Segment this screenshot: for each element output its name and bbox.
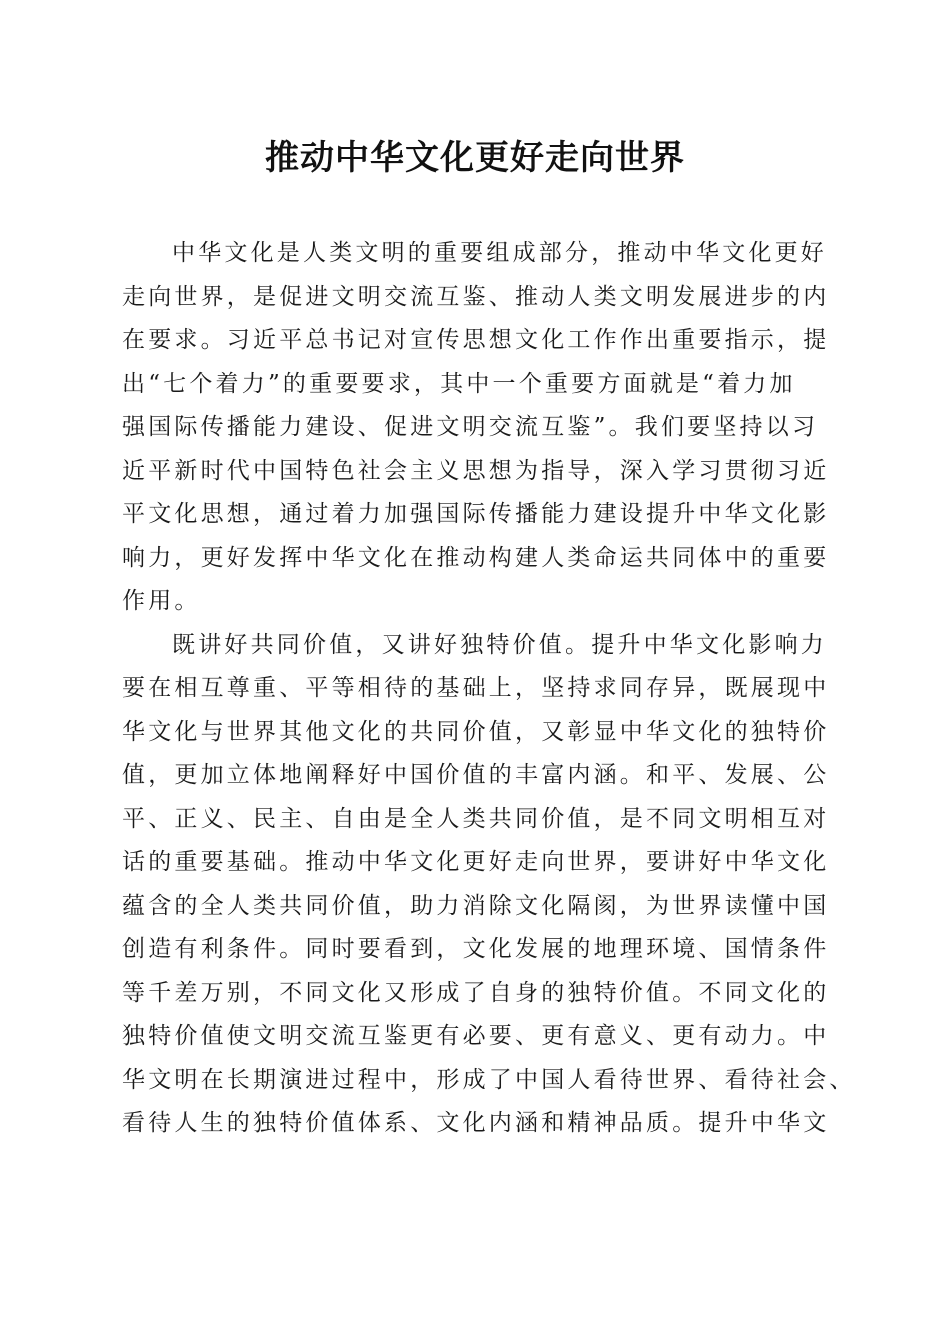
text-line: 在要求。习近平总书记对宣传思想文化工作作出重要指示，提: [122, 327, 830, 353]
text-line: 独特价值使文明交流互鉴更有必要、更有意义、更有动力。中: [122, 1023, 830, 1049]
text-line: 响力，更好发挥中华文化在推动构建人类命运共同体中的重要: [122, 544, 830, 571]
text-line: 值，更加立体地阐释好中国价值的丰富内涵。和平、发展、公: [122, 762, 830, 788]
text-line: 要在相互尊重、平等相待的基础上，坚持求同存异，既展现中: [122, 675, 830, 701]
text-line: 华文明在长期演进过程中，形成了中国人看待世界、看待社会、: [122, 1066, 856, 1093]
text-line: 近平新时代中国特色社会主义思想为指导，深入学习贯彻习近: [122, 457, 830, 484]
text-line: 等千差万别，不同文化又形成了自身的独特价值。不同文化的: [122, 979, 830, 1006]
text-line: 创造有利条件。同时要看到，文化发展的地理环境、国情条件: [122, 936, 830, 962]
text-line: 平、正义、民主、自由是全人类共同价值，是不同文明相互对: [122, 805, 830, 832]
text-line: 中华文化是人类文明的重要组成部分，推动中华文化更好: [172, 240, 827, 266]
text-line: 华文化与世界其他文化的共同价值，又彰显中华文化的独特价: [122, 718, 830, 745]
text-line: 出“七个着力”的重要要求，其中一个重要方面就是“着力加: [122, 370, 796, 397]
document-title: 推动中华文化更好走向世界: [265, 138, 685, 178]
text-line: 走向世界，是促进文明交流互鉴、推动人类文明发展进步的内: [122, 283, 830, 310]
text-line: 作用。: [122, 588, 201, 614]
text-line: 话的重要基础。推动中华文化更好走向世界，要讲好中华文化: [122, 849, 830, 875]
document-body: [122, 232, 856, 1146]
text-line: 看待人生的独特价值体系、文化内涵和精神品质。提升中华文: [122, 1110, 830, 1136]
text-line: 平文化思想，通过着力加强国际传播能力建设提升中华文化影: [122, 501, 830, 527]
paragraph-1: [122, 232, 842, 624]
text-line: 既讲好共同价值，又讲好独特价值。提升中华文化影响力: [172, 631, 827, 658]
text-line: 强国际传播能力建设、促进文明交流互鉴”。我们要坚持以习: [122, 414, 819, 440]
text-line: 蕴含的全人类共同价值，助力消除文化隔阂，为世界读懂中国: [122, 892, 830, 919]
paragraph-2: [122, 624, 856, 1146]
